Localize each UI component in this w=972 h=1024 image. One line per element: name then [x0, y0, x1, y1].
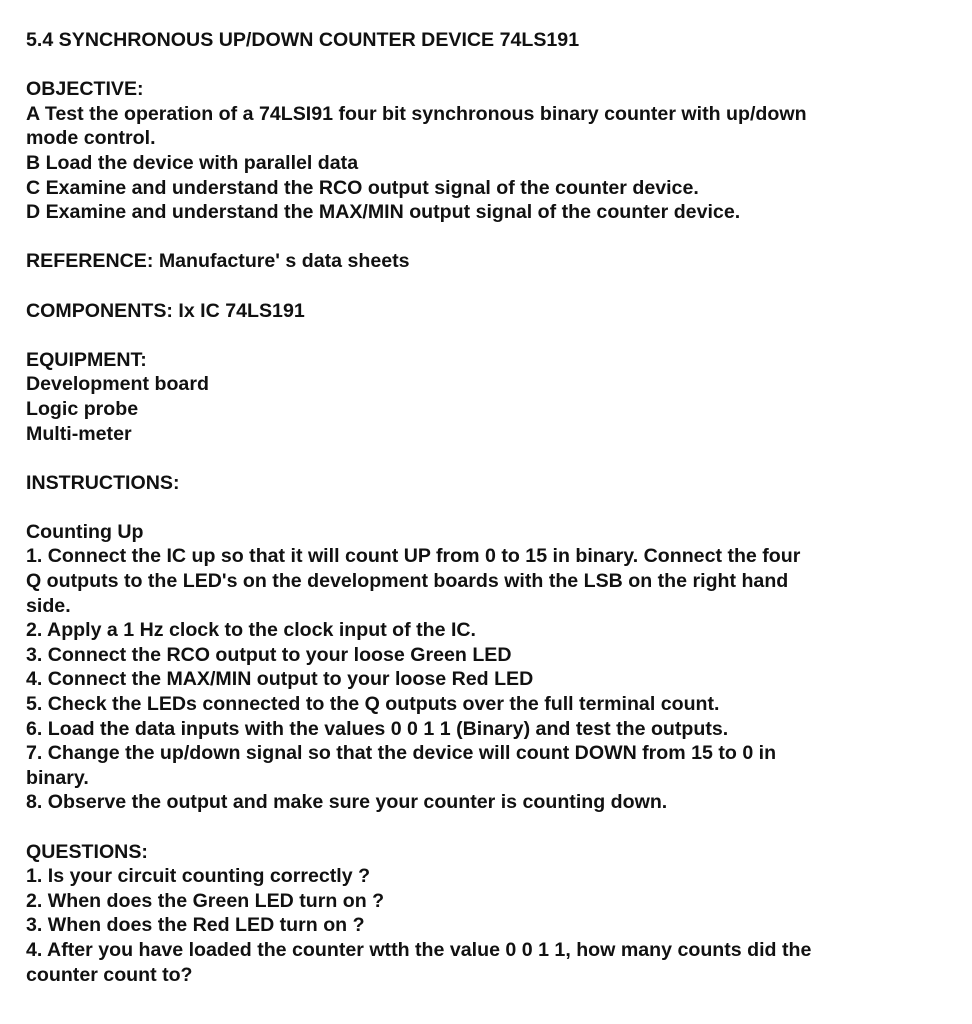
instruction-line: side.	[26, 594, 71, 617]
equipment-item: Development board	[26, 373, 209, 396]
instruction-line: 2. Apply a 1 Hz clock to the clock input of the IC.	[26, 619, 476, 642]
question-line: 1. Is your circuit counting correctly ?	[26, 865, 371, 888]
reference-line: REFERENCE: Manufacture' s data sheets	[26, 250, 410, 273]
equipment-item: Multi-meter	[26, 422, 132, 445]
instructions-heading: INSTRUCTIONS:	[26, 471, 180, 494]
page-title: 5.4 SYNCHRONOUS UP/DOWN COUNTER DEVICE 74LS191	[26, 29, 580, 51]
instruction-line: 3. Connect the RCO output to your loose Green LED	[26, 643, 512, 666]
equipment-section	[26, 348, 956, 446]
question-line: counter count to?	[26, 963, 193, 986]
spacer	[26, 495, 956, 520]
objective-heading: OBJECTIVE:	[26, 78, 144, 101]
questions-section	[26, 840, 956, 988]
objective-item-b: B Load the device with parallel data	[26, 151, 359, 174]
instruction-line: binary.	[26, 766, 89, 789]
instruction-line: Q outputs to the LED's on the development boards with the LSB on the right hand	[26, 570, 789, 593]
spacer	[26, 274, 956, 299]
objective-item-a: A Test the operation of a 74LSI91 four bit synchronous binary counter with up/down	[26, 102, 807, 125]
spacer	[26, 53, 956, 78]
instructions-subheading: Counting Up	[26, 520, 144, 543]
question-line: 4. After you have loaded the counter wtth the value 0 0 1 1, how many counts did the	[26, 938, 812, 961]
spacer	[26, 815, 956, 840]
document-page	[26, 28, 956, 987]
question-line: 2. When does the Green LED turn on ?	[26, 889, 385, 912]
instruction-line: 7. Change the up/down signal so that the device will count DOWN from 15 to 0 in	[26, 742, 777, 765]
objective-item-a-cont: mode control.	[26, 127, 156, 150]
question-line: 3. When does the Red LED turn on ?	[26, 914, 365, 937]
equipment-heading: EQUIPMENT:	[26, 348, 147, 371]
instruction-line: 4. Connect the MAX/MIN output to your loose Red LED	[26, 668, 534, 691]
questions-heading: QUESTIONS:	[26, 840, 148, 863]
spacer	[26, 323, 956, 348]
instruction-line: 6. Load the data inputs with the values 0 0 1 1 (Binary) and test the outputs.	[26, 717, 729, 740]
instruction-line: 8. Observe the output and make sure your counter is counting down.	[26, 791, 668, 814]
instruction-line: 1. Connect the IC up so that it will count UP from 0 to 15 in binary. Connect the four	[26, 545, 801, 568]
objective-item-d: D Examine and understand the MAX/MIN output signal of the counter device.	[26, 201, 741, 224]
instructions-section	[26, 471, 956, 815]
instruction-line: 5. Check the LEDs connected to the Q outputs over the full terminal count.	[26, 693, 720, 716]
equipment-item: Logic probe	[26, 397, 139, 420]
objective-section	[26, 77, 956, 225]
spacer	[26, 446, 956, 471]
spacer	[26, 225, 956, 250]
objective-item-c: C Examine and understand the RCO output signal of the counter device.	[26, 176, 699, 199]
components-line: COMPONENTS: Ix IC 74LS191	[26, 299, 305, 322]
